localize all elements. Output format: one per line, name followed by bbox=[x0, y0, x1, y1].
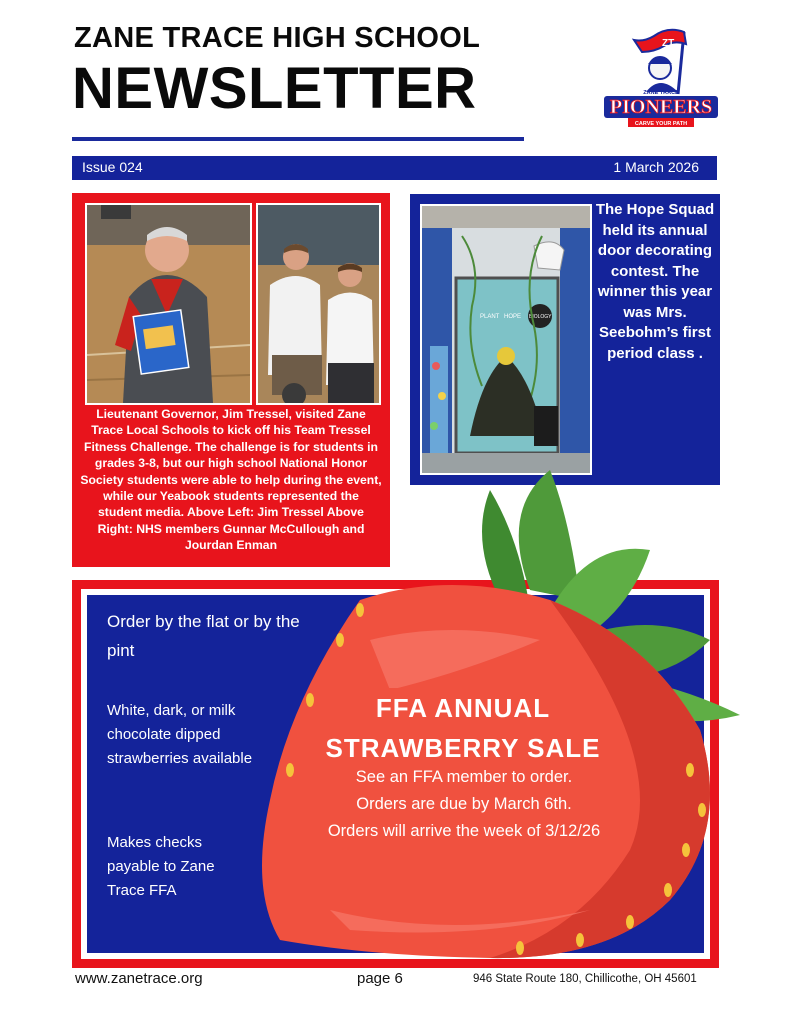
photo-jim-tressel bbox=[85, 203, 252, 405]
issue-date: 1 March 2026 bbox=[613, 159, 699, 175]
logo-small-text: ZANE TRACE bbox=[643, 90, 679, 96]
ffa-title-line1: FFA ANNUAL bbox=[370, 688, 556, 728]
school-name: ZANE TRACE HIGH SCHOOL bbox=[74, 22, 481, 54]
pioneers-logo bbox=[598, 22, 724, 130]
issue-number: Issue 024 bbox=[82, 159, 143, 175]
hope-squad-text: The Hope Squad held its annual door decorating contest. The winner this year was Mrs. Seebohm’s first period class . bbox=[595, 201, 715, 362]
door-sign-hope: HOPE bbox=[504, 314, 522, 320]
logo-name: PIONEERS bbox=[609, 96, 713, 118]
ffa-detail-line2: Orders are due by March 6th. bbox=[356, 795, 572, 813]
logo-tagline: CARVE YOUR PATH bbox=[634, 121, 688, 127]
logo-monogram: ZT bbox=[662, 38, 675, 49]
ffa-checks-text: Makes checks payable to Zane Trace FFA bbox=[107, 834, 215, 900]
ffa-chocolate-text: White, dark, or milk chocolate dipped strawberries available bbox=[107, 702, 253, 767]
photo-decorated-door bbox=[420, 204, 592, 475]
photo-nhs-members bbox=[256, 203, 381, 405]
ffa-sale-title bbox=[318, 688, 608, 768]
footer-website-link[interactable]: www.zanetrace.org bbox=[75, 970, 203, 987]
footer-address: 946 State Route 180, Chillicothe, OH 45601 bbox=[473, 973, 697, 985]
door-sign-plant: PLANT bbox=[480, 314, 500, 320]
honor-society-caption: Lieutenant Governor, Jim Tressel, visited Zane Trace Local Schools to kick off his Team Tressel Fitness Challenge. The challenge is for students in grades 3-8, but our high school National Honor Society students were able to help during the event, while our Yeabook students represented the student media. Above Left: Jim Tressel Above Right: NHS members Gunnar McCullough and Jourdan Enman bbox=[80, 407, 382, 553]
door-sign-biology: BIOLOGY bbox=[529, 314, 552, 320]
ffa-detail-line3: Orders will arrive the week of 3/12/26 bbox=[327, 822, 601, 840]
ffa-sale-details bbox=[294, 764, 634, 845]
header-divider bbox=[72, 137, 524, 141]
footer-page-number: page 6 bbox=[357, 970, 403, 987]
issue-bar bbox=[72, 156, 717, 180]
ffa-title-line2: STRAWBERRY SALE bbox=[319, 728, 606, 768]
ffa-detail-line1: See an FFA member to order. bbox=[355, 768, 573, 786]
ffa-order-text: Order by the flat or by the pint bbox=[107, 612, 300, 660]
hope-squad-panel bbox=[410, 194, 720, 485]
page-title: NEWSLETTER bbox=[72, 56, 477, 121]
